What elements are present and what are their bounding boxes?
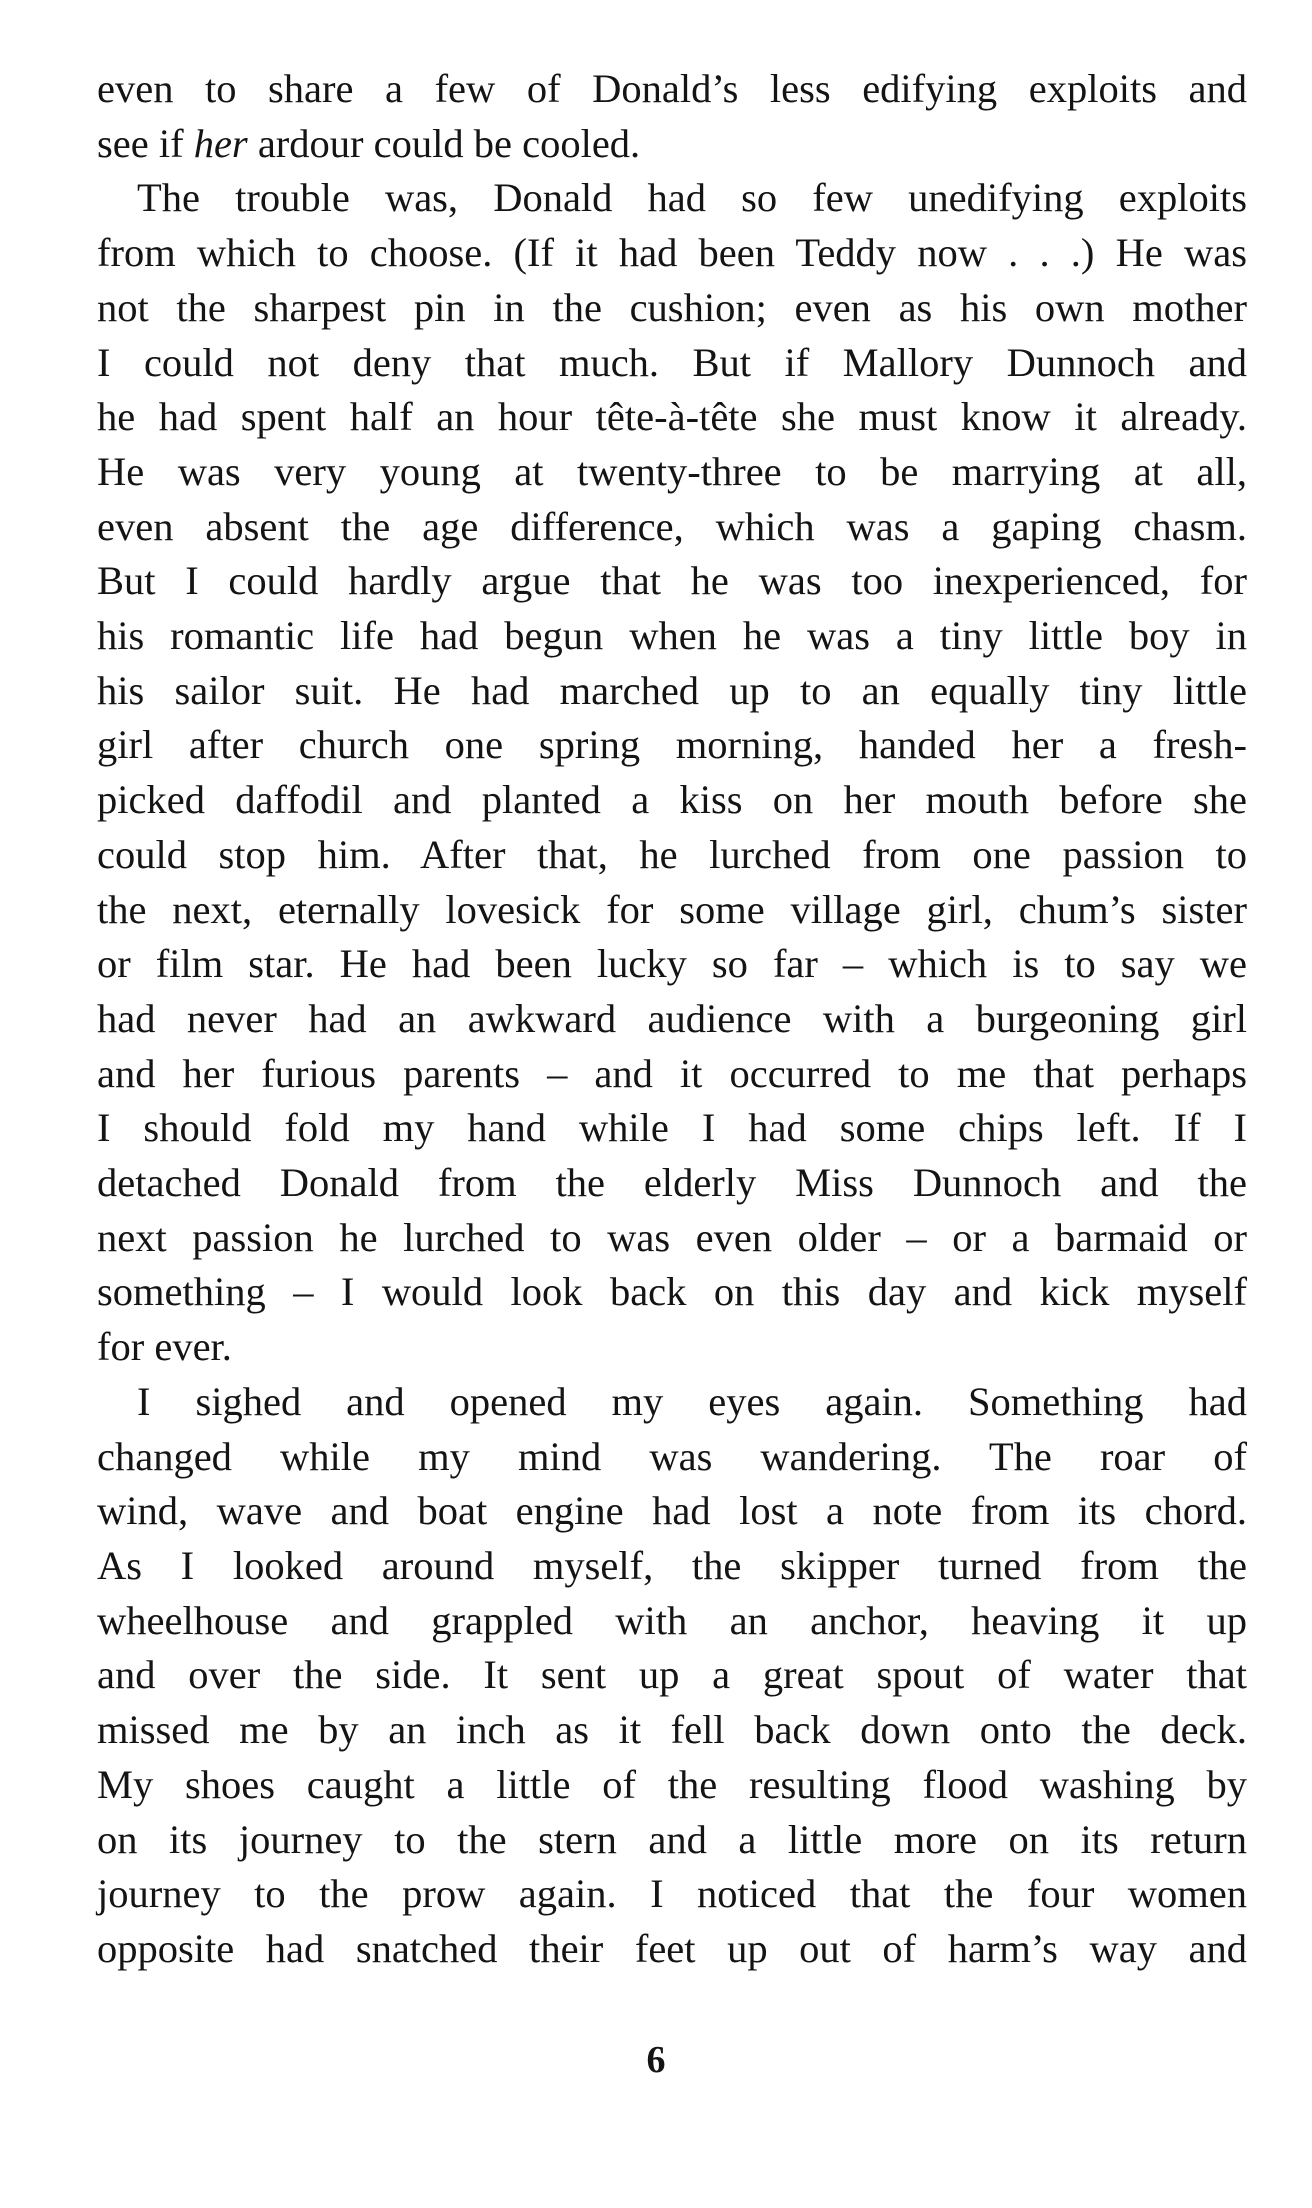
text-line: even absent the age difference, which was a gaping chasm. (97, 503, 1247, 549)
paragraph-start-line: I sighed and opened my eyes again. Something had (137, 1378, 1247, 1424)
text-line: on its journey to the stern and a little more on its return (97, 1816, 1247, 1862)
text-line: and over the side. It sent up a great spout of water that (97, 1652, 1247, 1698)
text-line: wheelhouse and grappled with an anchor, heaving it up (97, 1597, 1247, 1643)
text-line: had never had an awkward audience with a burgeoning girl (97, 995, 1247, 1041)
text-line (97, 117, 1247, 172)
text-line: girl after church one spring morning, handed her a fresh- (97, 722, 1247, 768)
text-line: missed me by an inch as it fell back down onto the deck. (97, 1707, 1247, 1753)
text-line: his romantic life had begun when he was a tiny little boy in (97, 613, 1247, 659)
body-text (97, 62, 1247, 1977)
page-number: 6 (646, 2039, 666, 2081)
text-line: and her furious parents – and it occurred to me that perhaps (97, 1050, 1247, 1096)
text-line: I could not deny that much. But if Mallory Dunnoch and (97, 339, 1247, 385)
text-line: from which to choose. (If it had been Teddy now . . .) He was (97, 230, 1247, 276)
paragraph-start-line: The trouble was, Donald had so few unedifying exploits (137, 175, 1247, 221)
text-line: changed while my mind was wandering. The roar of (97, 1433, 1247, 1479)
text-line: My shoes caught a little of the resulting flood washing by (97, 1761, 1247, 1807)
text-line: something – I would look back on this day and kick myself (97, 1269, 1247, 1315)
text-line: opposite had snatched their feet up out of harm’s way and (97, 1925, 1247, 1971)
text-line: But I could hardly argue that he was too inexperienced, for (97, 558, 1247, 604)
text-line: journey to the prow again. I noticed that the four women (97, 1871, 1247, 1917)
text-line: next passion he lurched to was even older – or a barmaid or (97, 1214, 1247, 1260)
text-line: not the sharpest pin in the cushion; even as his own mother (97, 284, 1247, 330)
text-line: his sailor suit. He had marched up to an equally tiny little (97, 667, 1247, 713)
italic-word: her (193, 120, 248, 166)
text-line: He was very young at twenty-three to be marrying at all, (97, 448, 1247, 494)
text-line: he had spent half an hour tête-à-tête she must know it already. (97, 394, 1247, 440)
text-line: could stop him. After that, he lurched from one passion to (97, 831, 1247, 877)
text-line: I should fold my hand while I had some chips left. If I (97, 1105, 1247, 1151)
text-span: see if (97, 120, 194, 166)
text-line: even to share a few of Donald’s less edifying exploits and (97, 66, 1247, 111)
text-line: the next, eternally lovesick for some village girl, chum’s sister (97, 886, 1247, 932)
text-line: As I looked around myself, the skipper turned from the (97, 1542, 1247, 1588)
text-line: picked daffodil and planted a kiss on her mouth before she (97, 777, 1247, 823)
text-line: for ever. (97, 1324, 232, 1370)
text-line: wind, wave and boat engine had lost a note from its chord. (97, 1488, 1247, 1534)
text-line: or film star. He had been lucky so far – which is to say we (97, 941, 1247, 987)
text-span: ardour could be cooled. (247, 120, 641, 166)
text-line: detached Donald from the elderly Miss Dunnoch and the (97, 1160, 1247, 1206)
